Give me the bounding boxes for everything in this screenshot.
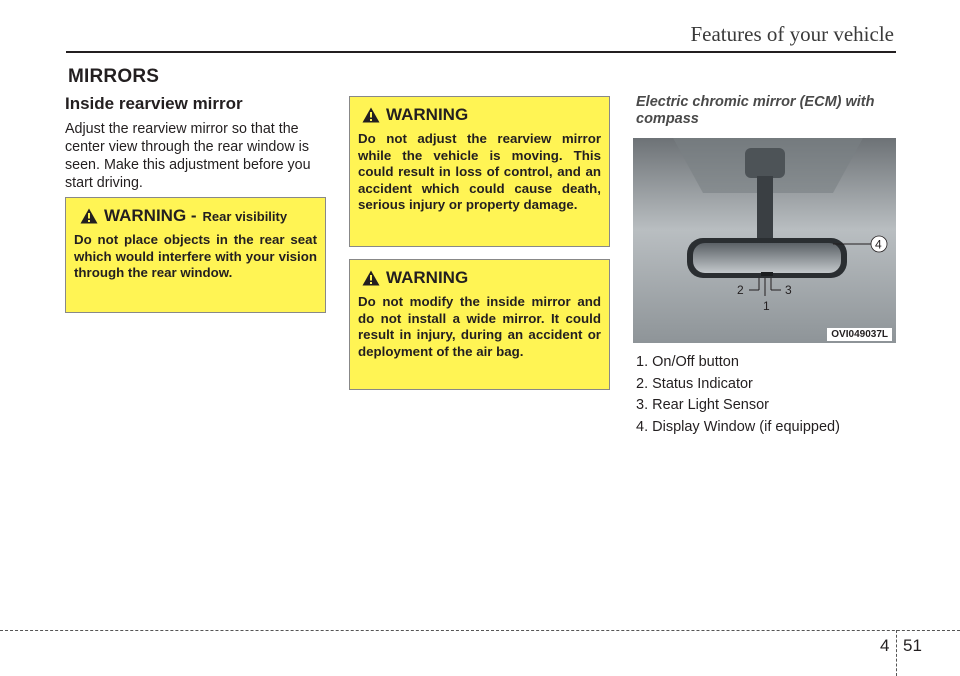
chapter-number: 4 <box>880 636 890 655</box>
warning-text: Do not adjust the rearview mirror while the vehicle is moving. This could result in loss of control, and an accident which could cause death, serious injury or property damage. <box>358 131 601 212</box>
figure-code: OVI049037L <box>827 328 892 341</box>
legend-item: 4. Display Window (if equipped) <box>636 418 840 435</box>
page-number: 51 <box>903 636 922 655</box>
callout-1: 1 <box>763 299 770 313</box>
warning-title-text: WARNING <box>386 268 469 287</box>
callout-2: 2 <box>737 283 744 297</box>
inside-mirror-heading: Inside rearview mirror <box>65 94 243 113</box>
ecm-heading: Electric chromic mirror (ECM) with compass <box>636 94 875 127</box>
warning-title <box>358 105 601 125</box>
warning-text: Do not modify the inside mirror and do not install a wide mirror. It could result in injury, during an accident or deployment of the air bag. <box>358 294 601 359</box>
legend-item: 1. On/Off button <box>636 354 739 370</box>
section-title: MIRRORS <box>68 66 160 87</box>
warning-subtitle: Rear visibility <box>202 208 288 224</box>
warning-triangle-icon <box>80 208 98 224</box>
warning-box-adjust <box>349 96 610 247</box>
warning-title <box>358 268 601 288</box>
warning-triangle-icon <box>362 270 380 286</box>
inside-mirror-body: Adjust the rearview mirror so that the center view through the rear window is seen. Make this adjustment before you start driving. <box>65 121 311 191</box>
warning-text: Do not place objects in the rear seat which would interfere with your vision through the rear window. <box>74 232 317 280</box>
running-header: Features of your vehicle <box>690 22 894 46</box>
header-rule <box>66 51 896 53</box>
warning-title-text: WARNING - <box>104 206 197 225</box>
legend-item: 2. Status Indicator <box>636 375 753 392</box>
footer-separator <box>896 630 897 676</box>
warning-title-text: WARNING <box>386 105 469 124</box>
warning-box-rear-visibility <box>65 197 326 313</box>
warning-box-modify <box>349 259 610 390</box>
mirror-illustration <box>633 138 896 343</box>
footer-rule <box>0 630 960 631</box>
callout-3: 3 <box>785 283 792 297</box>
callout-4: 4 <box>875 237 882 252</box>
warning-title <box>74 206 317 226</box>
mirror-photo <box>633 138 896 343</box>
legend-item: 3. Rear Light Sensor <box>636 397 769 413</box>
warning-triangle-icon <box>362 107 380 123</box>
mirror-legend <box>636 352 840 438</box>
